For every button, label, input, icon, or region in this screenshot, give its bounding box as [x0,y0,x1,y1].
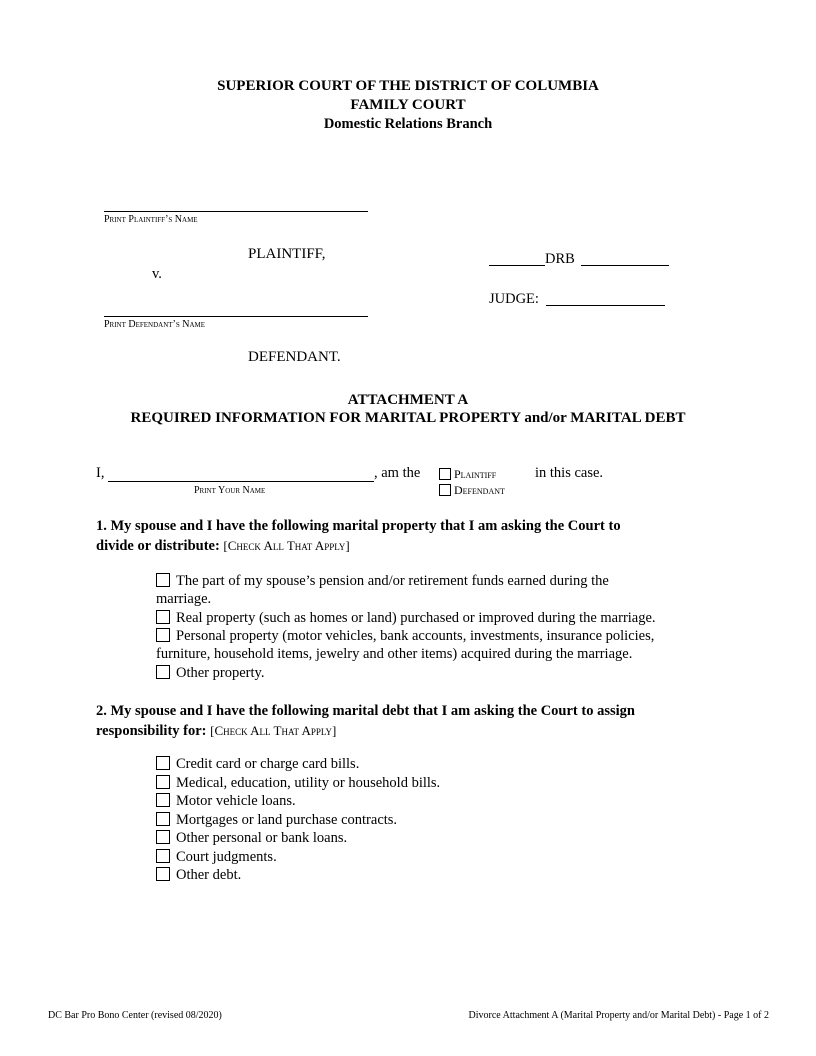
personal-property-label-cont: furniture, household items, jewelry and other items) acquired during the marriage. [156,646,633,662]
debt-checkbox-credit-card[interactable] [156,756,170,770]
defendant-checkbox[interactable] [439,484,451,496]
court-division: FAMILY COURT [350,97,466,113]
defendant-role: DEFENDANT. [248,349,341,365]
pension-checkbox[interactable] [156,573,170,587]
attachment-title: ATTACHMENT A [347,392,469,408]
debt-checkbox-bills[interactable] [156,775,170,789]
debt-item [156,755,359,774]
plaintiff-role: PLAINTIFF, [248,246,326,262]
debt-label: Court judgments. [176,849,277,865]
section2-question: 2. My spouse and I have the following marital debt that I am asking the Court to assign [96,703,635,719]
section1-instruction: [Check All That Apply] [223,538,350,553]
defendant-option-label: Defendant [454,483,505,497]
section1-question-cont [96,536,350,556]
declaration-am-the: , am the [374,465,421,481]
section2-instruction: [Check All That Apply] [210,723,337,738]
plaintiff-name-field[interactable] [104,211,368,212]
debt-item [156,774,440,793]
case-number-prefix-field[interactable] [489,265,545,266]
judge-label: JUDGE: [489,291,539,307]
drb-label: DRB [545,251,575,267]
personal-property-label: Personal property (motor vehicles, bank accounts, investments, insurance policies, [176,628,655,644]
debt-label: Mortgages or land purchase contracts. [176,812,398,828]
debt-label: Other personal or bank loans. [176,830,348,846]
case-number-field[interactable] [581,265,669,266]
debt-item [156,829,347,848]
declaration-prefix: I, [96,465,105,481]
real-property-checkbox[interactable] [156,610,170,624]
other-property-label: Other property. [176,665,265,681]
debt-checkbox-other[interactable] [156,867,170,881]
plaintiff-name-label: Print Plaintiff’s Name [104,214,198,225]
debt-item [156,792,296,811]
court-branch: Domestic Relations Branch [323,116,493,132]
judge-field[interactable] [546,305,665,306]
declaration-suffix: in this case. [535,465,604,481]
debt-item [156,811,397,830]
property-item-real [156,609,656,628]
personal-property-checkbox[interactable] [156,628,170,642]
debt-label: Medical, education, utility or household bills. [176,775,441,791]
debt-checkbox-mortgages[interactable] [156,812,170,826]
section1-question-line2: divide or distribute: [96,538,220,554]
pension-label-cont: marriage. [156,591,212,607]
court-name: SUPERIOR COURT OF THE DISTRICT OF COLUMBIA [217,78,599,94]
footer-right: Divorce Attachment A (Marital Property and/or Marital Debt) - Page 1 of 2 [468,1010,769,1021]
defendant-name-label: Print Defendant’s Name [104,319,206,330]
pension-label: The part of my spouse’s pension and/or retirement funds earned during the [176,573,609,589]
section2-question-line2: responsibility for: [96,723,207,739]
section2-question-cont [96,721,336,741]
your-name-field[interactable] [108,481,374,482]
debt-checkbox-vehicle-loans[interactable] [156,793,170,807]
debt-label: Motor vehicle loans. [176,793,296,809]
your-name-label: Print Your Name [194,485,266,496]
plaintiff-checkbox[interactable] [439,468,451,480]
real-property-label: Real property (such as homes or land) purchased or improved during the marriage. [176,610,656,626]
debt-checkbox-bank-loans[interactable] [156,830,170,844]
section1-question: 1. My spouse and I have the following marital property that I am asking the Court to [96,518,621,534]
debt-item [156,866,241,885]
footer-left: DC Bar Pro Bono Center (revised 08/2020) [48,1010,222,1021]
debt-label: Credit card or charge card bills. [176,756,360,772]
defendant-name-field[interactable] [104,316,368,317]
other-property-checkbox[interactable] [156,665,170,679]
plaintiff-option-label: Plaintiff [454,467,497,481]
versus-text: v. [152,266,162,282]
debt-item [156,848,277,867]
debt-label: Other debt. [176,867,242,883]
property-item-other [156,664,264,683]
property-item-personal [156,627,654,646]
debt-checkbox-judgments[interactable] [156,849,170,863]
attachment-subtitle: REQUIRED INFORMATION FOR MARITAL PROPERTY and/or MARITAL DEBT [130,410,686,426]
property-item-pension [156,572,609,591]
